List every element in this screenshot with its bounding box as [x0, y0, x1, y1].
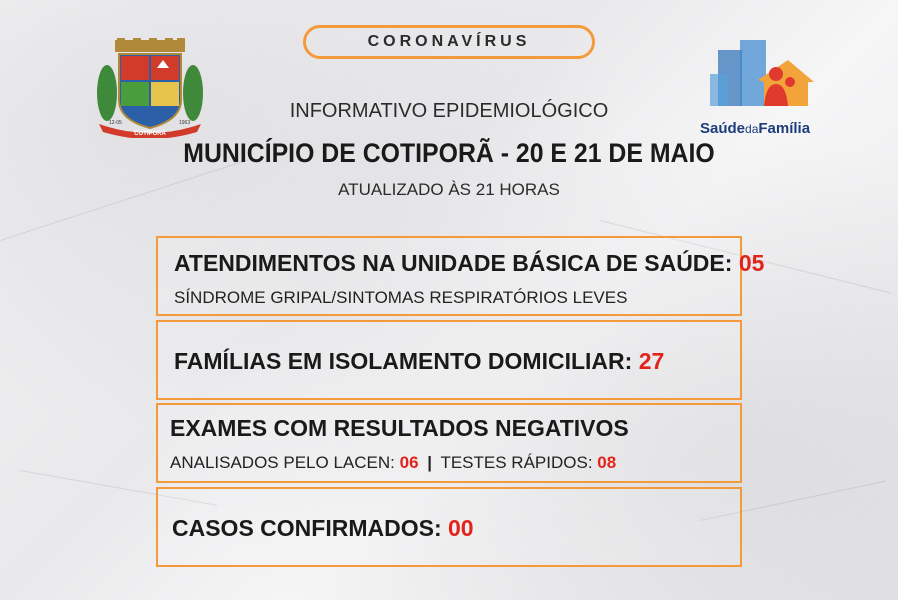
logo-text-da: da: [745, 122, 759, 136]
isolation-heading: [174, 348, 664, 375]
lacen-label: ANALISADOS PELO LACEN:: [170, 453, 395, 472]
confirmed-label: CASOS CONFIRMADOS:: [172, 515, 442, 541]
cotipora-coat-of-arms-logo: [97, 38, 203, 138]
page-title: MUNICÍPIO DE COTIPORÃ - 20 E 21 DE MAIO: [183, 138, 715, 168]
confirmed-heading: [172, 515, 474, 542]
marble-vein: [0, 160, 247, 241]
exams-separator: |: [427, 453, 433, 472]
exams-card: [156, 403, 742, 483]
logo-text-saude: Saúde: [700, 120, 746, 137]
isolation-value: 27: [638, 348, 665, 374]
coronavirus-banner: CORONAVÍRUS: [303, 25, 595, 59]
rapid-value: 08: [597, 453, 617, 472]
exams-detail: [170, 453, 616, 473]
coat-right-date: 1963: [179, 120, 191, 126]
ubs-card: [156, 236, 765, 316]
rapid-label: TESTES RÁPIDOS:: [440, 453, 593, 472]
isolation-label: FAMÍLIAS EM ISOLAMENTO DOMICILIAR:: [174, 348, 633, 374]
confirmed-card: [156, 487, 742, 567]
lacen-value: 06: [399, 453, 419, 472]
ubs-heading: [174, 250, 764, 277]
coat-name-text: COTIPORÃ: [134, 131, 166, 137]
ubs-label: ATENDIMENTOS NA UNIDADE BÁSICA DE SAÚDE:: [174, 250, 733, 276]
ubs-detail: SÍNDROME GRIPAL/SINTOMAS RESPIRATÓRIOS LEVES: [174, 288, 628, 307]
exams-label: EXAMES COM RESULTADOS NEGATIVOS: [170, 415, 629, 441]
confirmed-value: 00: [448, 515, 474, 541]
coat-left-date: 12-05: [109, 120, 122, 126]
isolation-card: [156, 320, 742, 400]
saude-da-familia-logo: [696, 40, 831, 140]
ubs-value: 05: [738, 250, 765, 276]
logo-text-familia: Família: [758, 120, 811, 137]
page-subtitle: INFORMATIVO EPIDEMIOLÓGICO: [289, 100, 609, 122]
update-time: ATUALIZADO ÀS 21 HORAS: [338, 180, 560, 199]
